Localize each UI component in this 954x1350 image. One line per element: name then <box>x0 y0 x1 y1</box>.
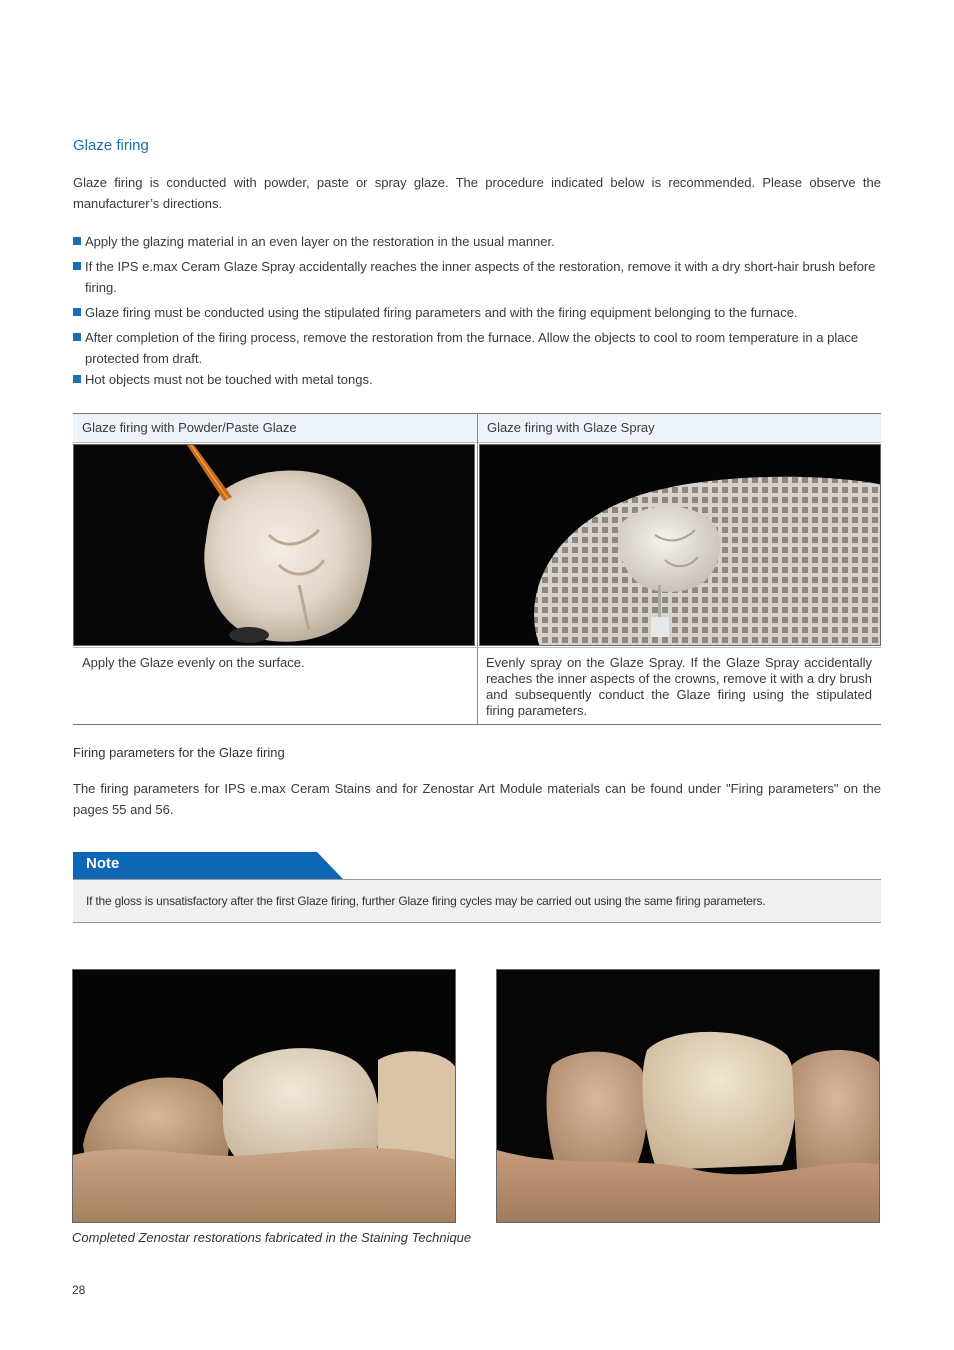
photo-glaze-spray-crown <box>479 444 881 646</box>
table-cell-powder-text: Apply the Glaze evenly on the surface. <box>82 655 305 670</box>
table-bottom-border <box>73 724 881 725</box>
photo-glaze-brush-crown <box>73 444 475 646</box>
note-text: If the gloss is unsatisfactory after the first Glaze firing, further Glaze firing cycles may be carried out using the same firing parameters. <box>86 894 766 908</box>
photo-caption: Completed Zenostar restorations fabricated in the Staining Technique <box>72 1230 472 1245</box>
table-header-spray: Glaze firing with Glaze Spray <box>478 414 881 442</box>
bullet-square-icon <box>73 333 81 341</box>
table-cell-spray-text: Evenly spray on the Glaze Spray. If the Glaze Spray accidentally reaches the inner aspects of the crowns, remove it with a dry brush and subsequently conduct the Glaze firing using the stipulated firing parameters. <box>486 655 872 718</box>
intro-paragraph: Glaze firing is conducted with powder, paste or spray glaze. The procedure indicated below is recommended. Please observe the manufacturer’s directions. <box>73 175 881 211</box>
page-number: 28 <box>72 1283 86 1297</box>
table-column-divider <box>477 414 478 724</box>
table-divider <box>73 647 881 648</box>
list-item: After completion of the firing process, remove the restoration from the furnace. Allow the objects to cool to room temperature in a place protected from draft. <box>73 327 881 369</box>
photo-completed-restoration-left <box>72 969 456 1223</box>
bullet-square-icon <box>73 237 81 245</box>
bullet-square-icon <box>73 262 81 270</box>
list-item: Glaze firing must be conducted using the stipulated firing parameters and with the firing equipment belonging to the furnace. <box>73 302 881 323</box>
photo-completed-restoration-right <box>496 969 880 1223</box>
bullet-square-icon <box>73 308 81 316</box>
list-item: Hot objects must not be touched with metal tongs. <box>73 369 881 390</box>
table-header-powder: Glaze firing with Powder/Paste Glaze <box>73 414 477 442</box>
firing-parameters-subheading: Firing parameters for the Glaze firing <box>73 745 285 760</box>
instruction-list <box>73 231 881 394</box>
bullet-square-icon <box>73 375 81 383</box>
note-label: Note <box>86 855 120 872</box>
firing-parameters-paragraph: The firing parameters for IPS e.max Ceram Stains and for Zenostar Art Module materials can be found under "Firing parameters" on the pages 55 and 56. <box>73 781 881 817</box>
list-item: Apply the glazing material in an even layer on the restoration in the usual manner. <box>73 231 881 252</box>
section-heading: Glaze firing <box>73 137 149 154</box>
list-item: If the IPS e.max Ceram Glaze Spray accidentally reaches the inner aspects of the restoration, remove it with a dry short-hair brush before firing. <box>73 256 881 298</box>
